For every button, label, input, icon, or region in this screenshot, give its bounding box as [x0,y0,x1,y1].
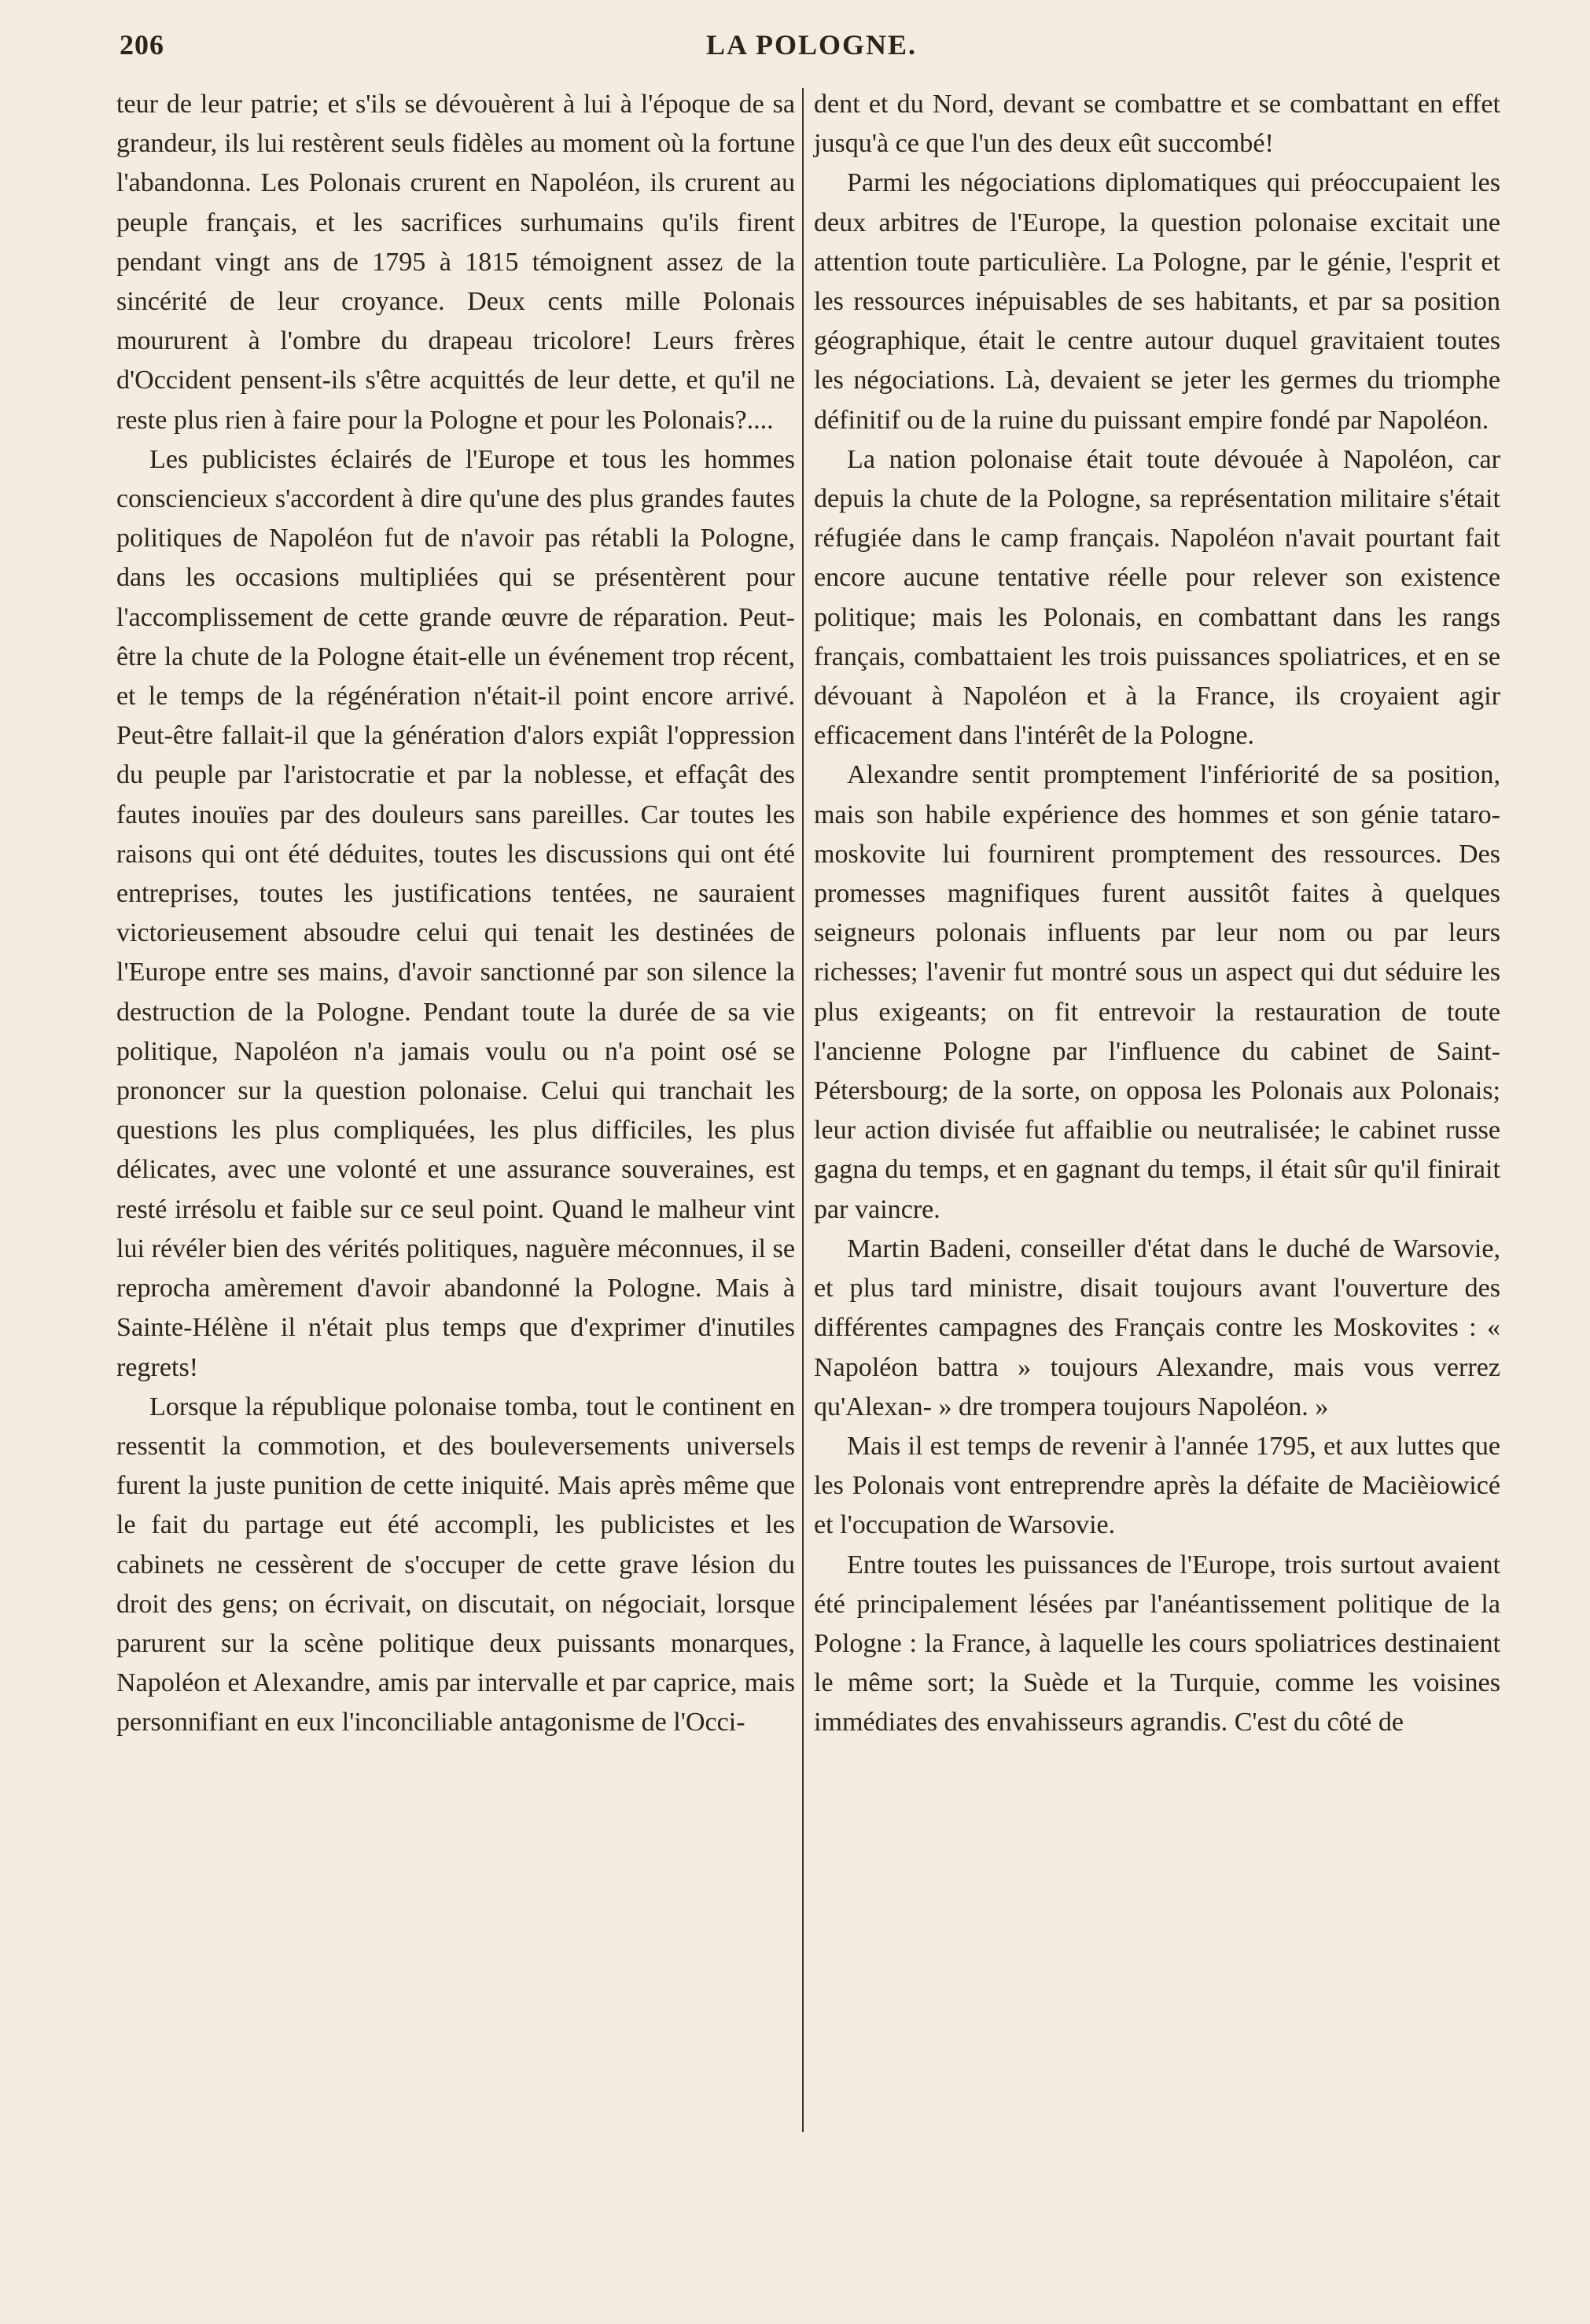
paragraph: Martin Badeni, conseiller d'état dans le duché de Warsovie, et plus tard ministre, disait toujours avant l'ouverture des différentes campagnes des Français contre les Moskovites : « Napoléon battra » toujours Alexandre, mais vous verrez qu'Alexan- » dre trompera toujours Napoléon. » [814,1234,1500,1421]
paragraph: Entre toutes les puissances de l'Europe, trois surtout avaient été principalement lésées par l'anéantissement politique de la Pologne : la France, à laquelle les cours spoliatrices destinaient le même sort; la Suède et la Turquie, comme les voisines immédiates des envahisseurs agrandis. C'est du côté de [814,1550,1500,1737]
left-column [116,85,795,1743]
page-number: 206 [120,29,164,61]
paragraph: La nation polonaise était toute dévouée à Napoléon, car depuis la chute de la Pologne, sa représentation militaire s'était réfugiée dans le camp français. Napoléon n'avait pourtant fait encore aucune tentative réelle pour relever son existence politique; mais les Polonais, en combattant dans les rangs français, combattaient les trois puissances spoliatrices, et en se dévouant à Napoléon et à la France, ils croyaient agir efficacement dans l'intérêt de la Pologne. [814,444,1500,751]
paragraph: Parmi les négociations diplomatiques qui préoccupaient les deux arbitres de l'Europe, la question polonaise excitait une attention toute particulière. La Pologne, par le génie, l'esprit et les ressources inépuisables de ses habitants, et par sa position géographique, était le centre autour duquel gravitaient toutes les négociations. Là, devaient se jeter les germes du triomphe définitif ou de la ruine du puissant empire fondé par Napoléon. [814,168,1500,435]
paragraph: Mais il est temps de revenir à l'année 1795, et aux luttes que les Polonais vont entreprendre après la défaite de Macièiowicé et l'occupation de Warsovie. [814,1431,1500,1540]
running-title: LA POLOGNE. [705,29,918,61]
paragraph: teur de leur patrie; et s'ils se dévouèrent à lui à l'époque de sa grandeur, ils lui restèrent seuls fidèles au moment où la fortune l'abandonna. Les Polonais crurent en Napoléon, ils crurent au peuple français, et les sacrifices surhumains qu'ils firent pendant vingt ans de 1795 à 1815 témoignent assez de la sincérité de leur croyance. Deux cents mille Polonais moururent à l'ombre du drapeau tricolore! Leurs frères d'Occident pensent-ils s'être acquittés de leur dette, et qu'il ne reste plus rien à faire pour la Pologne et pour les Polonais?.... [116,90,795,435]
paragraph: Lorsque la république polonaise tomba, tout le continent en ressentit la commotion, et des bouleversements universels furent la juste punition de cette iniquité. Mais après même que le fait du partage eut été accompli, les publicistes et les cabinets ne cessèrent de s'occuper de cette grave lésion du droit des gens; on écrivait, on discutait, on négociait, lorsque parurent sur la scène politique deux puissants monarques, Napoléon et Alexandre, amis par intervalle et par caprice, mais personnifiant en eux l'inconciliable antagonisme de l'Occi- [116,1392,795,1737]
paragraph: Les publicistes éclairés de l'Europe et tous les hommes consciencieux s'accordent à dire qu'une des plus grandes fautes politiques de Napoléon fut de n'avoir pas rétabli la Pologne, dans les occasions multipliées qui se présentèrent pour l'accomplissement de cette grande œuvre de réparation. Peut-être la chute de la Pologne était-elle un événement trop récent, et le temps de la régénération n'était-il point encore arrivé. Peut-être fallait-il que la génération d'alors expiât l'oppression du peuple par l'aristocratie et par la noblesse, et effaçât des fautes inouïes par des douleurs sans pareilles. Car toutes les raisons qui ont été déduites, toutes les discussions qui ont été entreprises, toutes les justifications tentées, ne sauraient victorieusement absoudre celui qui tenait les destinées de l'Europe entre ses mains, d'avoir sanctionné par son silence la destruction de la Pologne. Pendant toute la durée de sa vie politique, Napoléon n'a jamais voulu ou n'a point osé se prononcer sur la question polonaise. Celui qui tranchait les questions les plus compliquées, les plus difficiles, les plus délicates, avec une volonté et une assurance souveraines, est resté irrésolu et faible sur ce seul point. Quand le malheur vint lui révéler bien des vérités politiques, naguère méconnues, il se reprocha amèrement d'avoir abandonné la Pologne. Mais à Sainte-Hélène il n'était plus temps que d'exprimer d'inutiles regrets! [116,444,795,1382]
page-header [120,22,1504,69]
paragraph: dent et du Nord, devant se combattre et se combattant en effet jusqu'à ce que l'un des deux eût succombé! [814,90,1500,159]
right-column [814,85,1500,1743]
paragraph: Alexandre sentit promptement l'infériorité de sa position, mais son habile expérience des hommes et son génie tataro-moskovite lui fournirent promptement des ressources. Des promesses magnifiques furent aussitôt faites à quelques seigneurs polonais influents par leur nom ou par leurs richesses; l'avenir fut montré sous un aspect qui dut séduire les plus exigeants; on fit entrevoir la restauration de toute l'ancienne Pologne par l'influence du cabinet de Saint-Pétersbourg; de la sorte, on opposa les Polonais aux Polonais; leur action divisée fut affaiblie ou neutralisée; le cabinet russe gagna du temps, et en gagnant du temps, il était sûr qu'il finirait par vaincre. [814,760,1500,1224]
column-divider [802,88,804,2132]
